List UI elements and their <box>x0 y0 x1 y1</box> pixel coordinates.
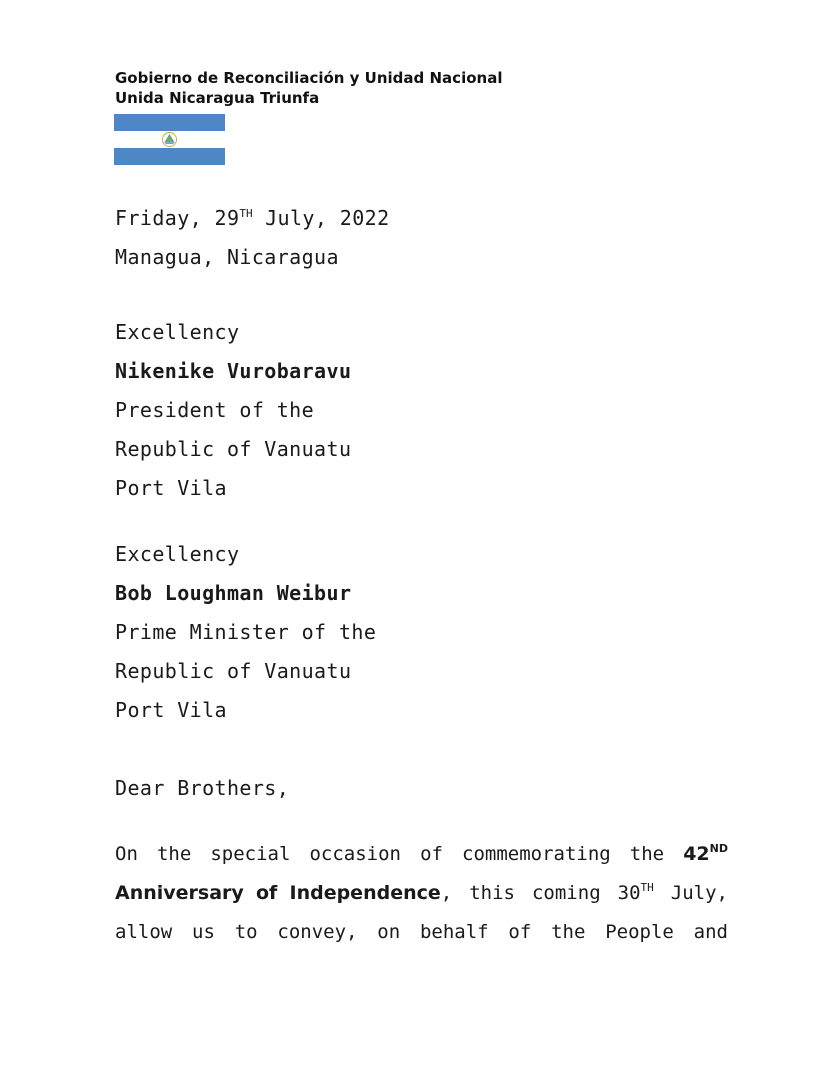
body-line-3: allow us to convey, on behalf of the People and <box>115 921 728 943</box>
letter-body <box>115 199 728 952</box>
body-line-1-text: On the special occasion of commemorating the <box>115 843 684 865</box>
body-line-2-end: July, <box>653 882 728 904</box>
letterhead-motto: Unida Nicaragua Triunfa <box>115 89 320 107</box>
place-line: Managua, Nicaragua <box>115 245 339 269</box>
date-ordinal-suffix: TH <box>239 207 253 220</box>
recipient1-title-line1: President of the <box>115 398 315 422</box>
body-line-2-text: , this coming 30 <box>440 882 641 904</box>
nicaragua-flag-icon <box>114 114 225 165</box>
body-line-1 <box>115 835 728 874</box>
body-line-2 <box>115 874 728 913</box>
recipient1-title-line2: Republic of Vanuatu <box>115 437 352 461</box>
recipient1-city: Port Vila <box>115 476 227 500</box>
coat-of-arms-icon <box>160 131 179 148</box>
date-month-year: July, 2022 <box>252 206 390 230</box>
date-line <box>115 199 728 238</box>
letterhead <box>115 68 502 108</box>
anniversary-ordinal-suffix: ND <box>709 842 728 855</box>
flag-top-blue-band <box>114 114 225 131</box>
anniversary-title: Anniversary of Independence <box>115 882 441 904</box>
recipient2-name: Bob Loughman Weibur <box>115 581 352 605</box>
anniversary-number: 42 <box>683 843 710 865</box>
recipient1-name: Nikenike Vurobaravu <box>115 359 352 383</box>
recipient2-city: Port Vila <box>115 698 227 722</box>
july-ordinal-suffix: TH <box>640 881 654 894</box>
recipient1-salutation: Excellency <box>115 320 240 344</box>
greeting: Dear Brothers, <box>115 776 290 800</box>
date-day: Friday, 29 <box>115 206 240 230</box>
recipient2-salutation: Excellency <box>115 542 240 566</box>
recipient2-title-line2: Republic of Vanuatu <box>115 659 352 683</box>
letterhead-government-name: Gobierno de Reconciliación y Unidad Nacional <box>115 69 503 87</box>
body-paragraph <box>115 835 728 952</box>
recipient2-title-line1: Prime Minister of the <box>115 620 377 644</box>
flag-bottom-blue-band <box>114 148 225 165</box>
